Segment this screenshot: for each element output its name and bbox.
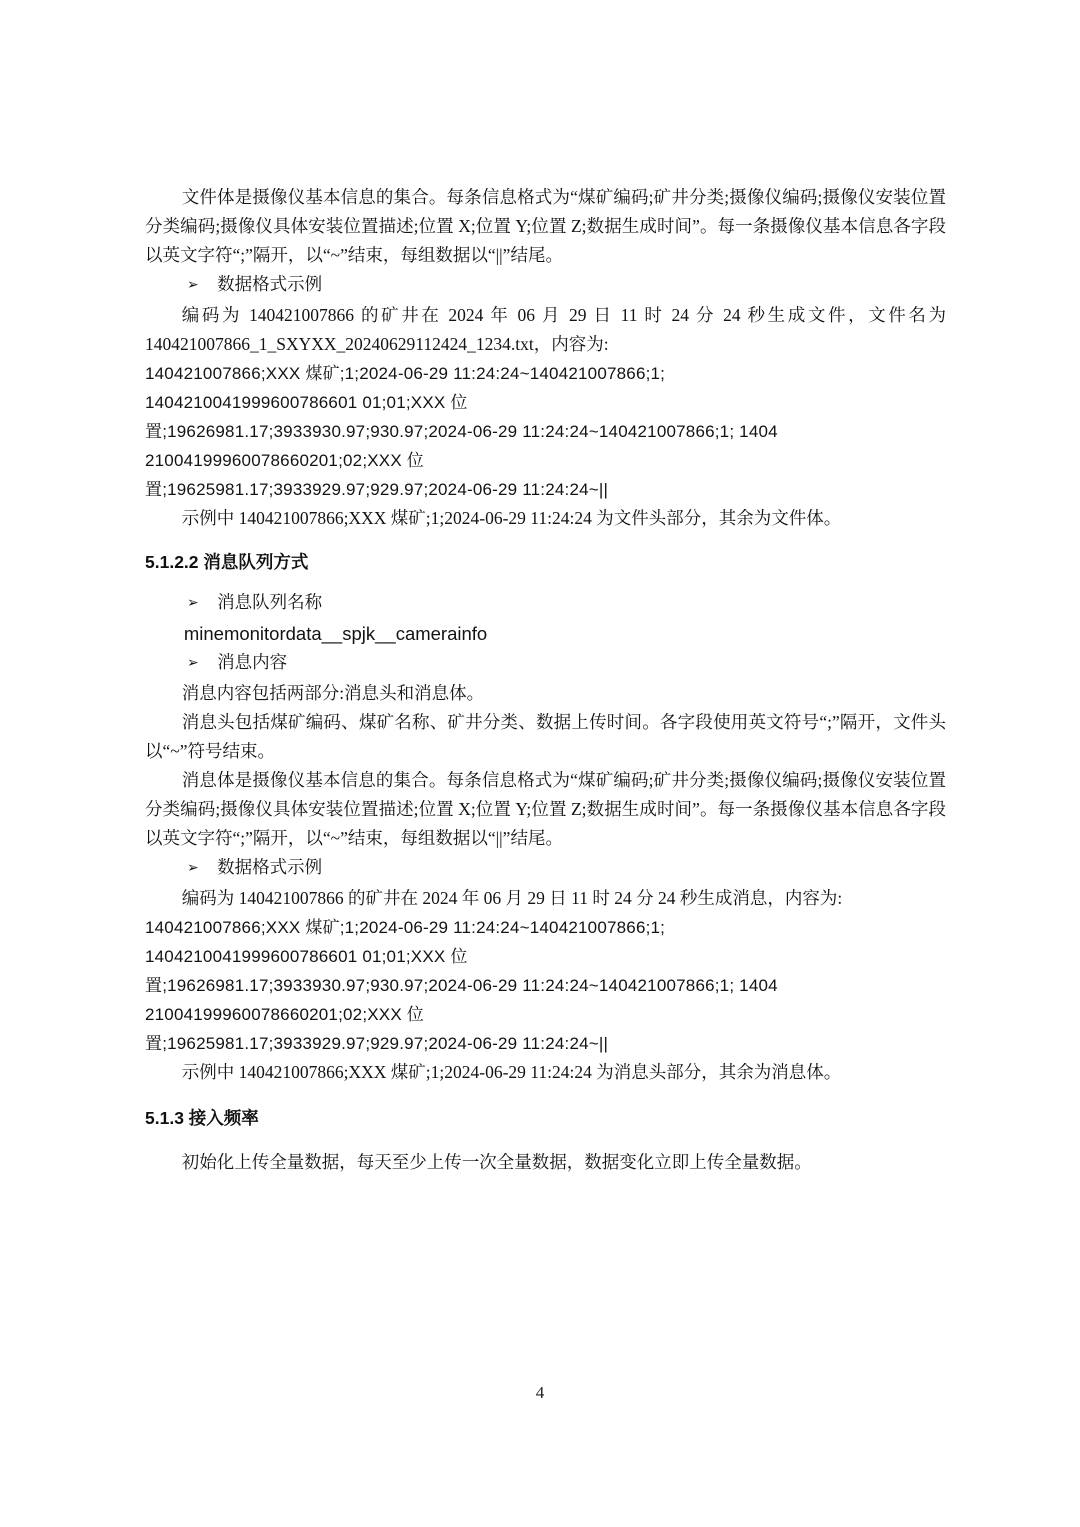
message-queue-name: minemonitordata__spjk__camerainfo	[183, 623, 488, 644]
data-line: 1404210041999600786601 01;01;XXX 位	[145, 947, 468, 966]
list-item-data-format-example-2	[145, 853, 946, 884]
data-line: 1404210041999600786601 01;01;XXX 位	[145, 393, 468, 412]
paragraph-message-parts: 消息内容包括两部分:消息头和消息体。	[181, 683, 485, 703]
list-item-message-content	[145, 648, 946, 679]
list-item-label: 消息队列名称	[217, 592, 323, 612]
data-line: 140421007866;XXX 煤矿;1;2024-06-29 11:24:24~140421007866;1;	[145, 918, 666, 937]
document-content	[145, 183, 946, 1177]
arrow-bullet-icon: ➢	[187, 596, 199, 611]
paragraph-message-example-note: 示例中 140421007866;XXX 煤矿;1;2024-06-29 11:24:24 为消息头部分，其余为消息体。	[181, 1062, 842, 1082]
data-line: 置;19626981.17;3933930.97;930.97;2024-06-29 11:24:24~140421007866;1; 1404	[145, 976, 778, 995]
arrow-bullet-icon: ➢	[187, 656, 199, 671]
paragraph-file-example-note: 示例中 140421007866;XXX 煤矿;1;2024-06-29 11:24:24 为文件头部分，其余为文件体。	[181, 508, 842, 528]
arrow-bullet-icon: ➢	[187, 278, 199, 293]
paragraph-message-example-intro: 编码为 140421007866 的矿井在 2024 年 06 月 29 日 11 时 24 分 24 秒生成消息，内容为:	[181, 888, 843, 908]
data-line: 21004199960078660201;02;XXX 位	[145, 1005, 424, 1024]
paragraph-filebody-definition: 文件体是摄像仪基本信息的集合。每条信息格式为“煤矿编码;矿井分类;摄像仪编码;摄像仪安装位置分类编码;摄像仪具体安装位置描述;位置 X;位置 Y;位置 Z;数据生成时间”。每一条摄像仪基本信息各字段以英文字符“;”隔开，以“~”结束，每组数据以“||”结尾。	[145, 187, 946, 265]
data-line: 置;19625981.17;3933929.97;929.97;2024-06-29 11:24:24~||	[145, 480, 609, 499]
data-line: 21004199960078660201;02;XXX 位	[145, 451, 424, 470]
arrow-bullet-icon: ➢	[187, 861, 199, 876]
list-item-label: 数据格式示例	[217, 274, 323, 294]
data-line: 140421007866;XXX 煤矿;1;2024-06-29 11:24:24~140421007866;1;	[145, 364, 666, 383]
data-line: 置;19626981.17;3933930.97;930.97;2024-06-29 11:24:24~140421007866;1; 1404	[145, 422, 778, 441]
paragraph-access-frequency: 初始化上传全量数据，每天至少上传一次全量数据，数据变化立即上传全量数据。	[181, 1152, 812, 1172]
list-item-label: 数据格式示例	[217, 857, 323, 877]
list-item-label: 消息内容	[217, 652, 288, 672]
paragraph-message-body: 消息体是摄像仪基本信息的集合。每条信息格式为“煤矿编码;矿井分类;摄像仪编码;摄像仪安装位置分类编码;摄像仪具体安装位置描述;位置 X;位置 Y;位置 Z;数据生成时间”。每一条摄像仪基本信息各字段以英文字符“;”隔开，以“~”结束，每组数据以“||”结尾。	[145, 770, 946, 848]
page-number: 4	[535, 1383, 545, 1402]
data-line: 置;19625981.17;3933929.97;929.97;2024-06-29 11:24:24~||	[145, 1034, 609, 1053]
section-heading-5-1-2-2: 5.1.2.2 消息队列方式	[145, 552, 309, 572]
list-item-data-format-example-1	[145, 270, 946, 301]
section-heading-5-1-3: 5.1.3 接入频率	[145, 1108, 259, 1128]
list-item-queue-name	[145, 588, 946, 619]
paragraph-message-header: 消息头包括煤矿编码、煤矿名称、矿井分类、数据上传时间。各字段使用英文符号“;”隔开，文件头以“~”符号结束。	[145, 712, 946, 761]
paragraph-file-example-intro: 编码为 140421007866 的矿井在 2024 年 06 月 29 日 11 时 24 分 24 秒生成文件，文件名为 140421007866_1_SXYXX_20240629112424_1234.txt，内容为:	[145, 305, 946, 354]
